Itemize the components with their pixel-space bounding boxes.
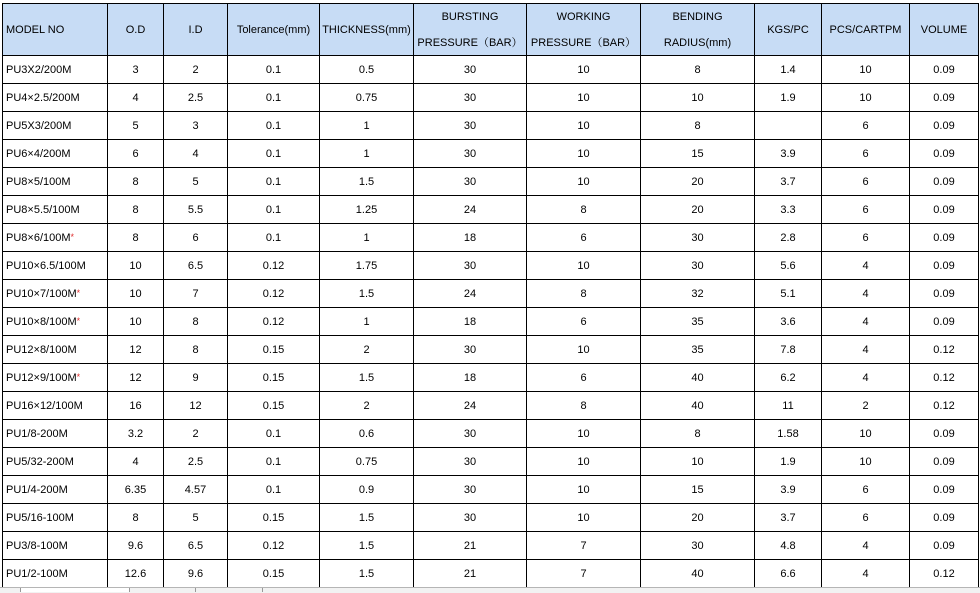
header-volume[interactable]: VOLUME (910, 4, 979, 56)
cell-bending-radius[interactable]: 15 (641, 140, 755, 168)
cell-working-pressure[interactable]: 10 (527, 252, 641, 280)
cell-volume[interactable]: 0.12 (910, 392, 979, 420)
cell-pcs-cartpm[interactable]: 4 (822, 560, 910, 588)
header-od[interactable]: O.D (108, 4, 164, 56)
cell-bursting-pressure[interactable]: 24 (414, 280, 527, 308)
cell-id[interactable]: 5 (164, 504, 228, 532)
cell-bending-radius[interactable]: 20 (641, 504, 755, 532)
cell-kgs-pc[interactable]: 6.6 (755, 560, 822, 588)
cell-id[interactable]: 2.5 (164, 84, 228, 112)
cell-model-no[interactable]: PU12×8/100M (3, 336, 108, 364)
cell-pcs-cartpm[interactable]: 6 (822, 504, 910, 532)
cell-id[interactable]: 5 (164, 168, 228, 196)
cell-volume[interactable]: 0.09 (910, 196, 979, 224)
cell-kgs-pc[interactable]: 3.3 (755, 196, 822, 224)
table-row (3, 196, 979, 224)
cell-thickness[interactable]: 1.25 (320, 196, 414, 224)
cell-bursting-pressure[interactable]: 30 (414, 448, 527, 476)
header-thickness[interactable]: THICKNESS(mm) (320, 4, 414, 56)
red-asterisk-mark: * (76, 371, 81, 382)
cell-volume[interactable]: 0.09 (910, 252, 979, 280)
cell-id[interactable]: 8 (164, 308, 228, 336)
cell-bursting-pressure[interactable]: 30 (414, 168, 527, 196)
cell-thickness[interactable]: 1 (320, 308, 414, 336)
cell-pcs-cartpm[interactable]: 4 (822, 280, 910, 308)
table-row (3, 448, 979, 476)
cell-pcs-cartpm[interactable]: 4 (822, 308, 910, 336)
cell-model-no[interactable]: PU3X2/200M (3, 56, 108, 84)
cell-working-pressure[interactable]: 7 (527, 560, 641, 588)
cell-model-no[interactable]: PU5/32-200M (3, 448, 108, 476)
cell-model-no[interactable]: PU6×4/200M (3, 140, 108, 168)
cell-bursting-pressure[interactable]: 30 (414, 476, 527, 504)
header-bending-radius[interactable]: BENDING RADIUS(mm) (641, 4, 755, 56)
table-row (3, 56, 979, 84)
cell-bending-radius[interactable]: 8 (641, 112, 755, 140)
cell-bending-radius[interactable]: 32 (641, 280, 755, 308)
cell-working-pressure[interactable]: 10 (527, 448, 641, 476)
sheet-tab[interactable] (130, 588, 196, 592)
cell-tolerance[interactable]: 0.1 (228, 224, 320, 252)
cell-bending-radius[interactable]: 30 (641, 532, 755, 560)
cell-kgs-pc[interactable]: 2.8 (755, 224, 822, 252)
cell-volume[interactable]: 0.09 (910, 112, 979, 140)
cell-thickness[interactable]: 0.75 (320, 448, 414, 476)
cell-od[interactable]: 12.6 (108, 560, 164, 588)
cell-bursting-pressure[interactable]: 30 (414, 112, 527, 140)
cell-kgs-pc[interactable]: 1.9 (755, 448, 822, 476)
cell-pcs-cartpm[interactable]: 4 (822, 252, 910, 280)
cell-model-no[interactable]: PU1/4-200M (3, 476, 108, 504)
cell-tolerance[interactable]: 0.15 (228, 364, 320, 392)
table-row (3, 476, 979, 504)
cell-thickness[interactable]: 1 (320, 112, 414, 140)
cell-od[interactable]: 8 (108, 196, 164, 224)
cell-working-pressure[interactable]: 10 (527, 56, 641, 84)
cell-thickness[interactable]: 1.75 (320, 252, 414, 280)
sheet-tab-strip (0, 587, 980, 593)
cell-od[interactable]: 4 (108, 84, 164, 112)
cell-tolerance[interactable]: 0.15 (228, 560, 320, 588)
cell-model-no[interactable]: PU8×5/100M (3, 168, 108, 196)
cell-od[interactable]: 8 (108, 168, 164, 196)
cell-volume[interactable]: 0.09 (910, 308, 979, 336)
cell-volume[interactable]: 0.09 (910, 476, 979, 504)
cell-bending-radius[interactable]: 35 (641, 308, 755, 336)
cell-thickness[interactable]: 0.6 (320, 420, 414, 448)
cell-kgs-pc[interactable]: 1.4 (755, 56, 822, 84)
cell-volume[interactable]: 0.09 (910, 168, 979, 196)
cell-pcs-cartpm[interactable]: 10 (822, 56, 910, 84)
table-row (3, 336, 979, 364)
cell-thickness[interactable]: 2 (320, 336, 414, 364)
cell-thickness[interactable]: 2 (320, 392, 414, 420)
cell-tolerance[interactable]: 0.15 (228, 336, 320, 364)
table-row (3, 168, 979, 196)
cell-id[interactable]: 5.5 (164, 196, 228, 224)
cell-od[interactable]: 12 (108, 364, 164, 392)
cell-kgs-pc[interactable]: 4.8 (755, 532, 822, 560)
cell-id[interactable]: 6.5 (164, 532, 228, 560)
cell-model-no[interactable]: PU5/16-100M (3, 504, 108, 532)
cell-id[interactable]: 7 (164, 280, 228, 308)
cell-bending-radius[interactable]: 40 (641, 364, 755, 392)
table-row (3, 308, 979, 336)
cell-model-no[interactable]: PU1/2-100M (3, 560, 108, 588)
cell-bursting-pressure[interactable]: 24 (414, 196, 527, 224)
cell-od[interactable]: 16 (108, 392, 164, 420)
cell-bursting-pressure[interactable]: 30 (414, 84, 527, 112)
cell-working-pressure[interactable]: 8 (527, 392, 641, 420)
cell-bending-radius[interactable]: 10 (641, 84, 755, 112)
header-row (3, 4, 979, 56)
cell-pcs-cartpm[interactable]: 6 (822, 224, 910, 252)
cell-bursting-pressure[interactable]: 18 (414, 308, 527, 336)
cell-thickness[interactable]: 1.5 (320, 560, 414, 588)
cell-kgs-pc[interactable]: 11 (755, 392, 822, 420)
cell-model-no[interactable]: PU8×5.5/100M (3, 196, 108, 224)
cell-pcs-cartpm[interactable]: 6 (822, 140, 910, 168)
cell-id[interactable]: 6.5 (164, 252, 228, 280)
table-row (3, 280, 979, 308)
spec-table (2, 3, 979, 588)
header-working-pressure[interactable]: WORKING PRESSURE（BAR） (527, 4, 641, 56)
cell-model-no[interactable]: PU5X3/200M (3, 112, 108, 140)
cell-tolerance[interactable]: 0.15 (228, 392, 320, 420)
cell-pcs-cartpm[interactable]: 2 (822, 392, 910, 420)
cell-working-pressure[interactable]: 6 (527, 364, 641, 392)
red-asterisk-mark: * (70, 231, 75, 242)
red-asterisk-mark: * (76, 315, 81, 326)
cell-pcs-cartpm[interactable]: 6 (822, 112, 910, 140)
cell-tolerance[interactable]: 0.12 (228, 308, 320, 336)
cell-bending-radius[interactable]: 40 (641, 392, 755, 420)
cell-kgs-pc[interactable] (755, 112, 822, 140)
cell-bending-radius[interactable]: 8 (641, 420, 755, 448)
cell-volume[interactable]: 0.09 (910, 448, 979, 476)
cell-kgs-pc[interactable]: 7.8 (755, 336, 822, 364)
cell-id[interactable]: 8 (164, 336, 228, 364)
cell-id[interactable]: 12 (164, 392, 228, 420)
cell-bursting-pressure[interactable]: 18 (414, 364, 527, 392)
cell-kgs-pc[interactable]: 3.9 (755, 140, 822, 168)
cell-thickness[interactable]: 0.5 (320, 56, 414, 84)
cell-tolerance[interactable]: 0.1 (228, 448, 320, 476)
cell-volume[interactable]: 0.09 (910, 504, 979, 532)
cell-bursting-pressure[interactable]: 30 (414, 56, 527, 84)
table-row (3, 560, 979, 588)
sheet-tab[interactable] (197, 588, 263, 592)
cell-model-no[interactable]: PU10×7/100M* (3, 280, 108, 308)
cell-bursting-pressure[interactable]: 30 (414, 252, 527, 280)
cell-id[interactable]: 4 (164, 140, 228, 168)
cell-tolerance[interactable]: 0.12 (228, 532, 320, 560)
sheet-tab[interactable] (20, 588, 130, 592)
cell-volume[interactable]: 0.09 (910, 280, 979, 308)
cell-model-no[interactable]: PU4×2.5/200M (3, 84, 108, 112)
cell-model-no[interactable]: PU1/8-200M (3, 420, 108, 448)
cell-id[interactable]: 2.5 (164, 448, 228, 476)
cell-volume[interactable]: 0.09 (910, 84, 979, 112)
header-bursting-pressure[interactable]: BURSTING PRESSURE（BAR） (414, 4, 527, 56)
cell-working-pressure[interactable]: 8 (527, 196, 641, 224)
cell-working-pressure[interactable]: 10 (527, 420, 641, 448)
table-row (3, 140, 979, 168)
cell-id[interactable]: 3 (164, 112, 228, 140)
cell-kgs-pc[interactable]: 3.7 (755, 168, 822, 196)
cell-bursting-pressure[interactable]: 30 (414, 504, 527, 532)
cell-thickness[interactable]: 1.5 (320, 168, 414, 196)
cell-volume[interactable]: 0.09 (910, 140, 979, 168)
cell-model-no[interactable]: PU3/8-100M (3, 532, 108, 560)
cell-model-no[interactable]: PU10×8/100M* (3, 308, 108, 336)
cell-thickness[interactable]: 1 (320, 224, 414, 252)
cell-model-no[interactable]: PU10×6.5/100M (3, 252, 108, 280)
cell-volume[interactable]: 0.09 (910, 224, 979, 252)
cell-tolerance[interactable]: 0.1 (228, 168, 320, 196)
table-row (3, 532, 979, 560)
cell-tolerance[interactable]: 0.15 (228, 504, 320, 532)
cell-od[interactable]: 6.35 (108, 476, 164, 504)
table-row (3, 364, 979, 392)
cell-bursting-pressure[interactable]: 21 (414, 532, 527, 560)
cell-id[interactable]: 6 (164, 224, 228, 252)
cell-volume[interactable]: 0.12 (910, 336, 979, 364)
cell-bending-radius[interactable]: 8 (641, 56, 755, 84)
cell-kgs-pc[interactable]: 6.2 (755, 364, 822, 392)
cell-volume[interactable]: 0.12 (910, 364, 979, 392)
cell-od[interactable]: 10 (108, 280, 164, 308)
cell-thickness[interactable]: 1.5 (320, 280, 414, 308)
cell-thickness[interactable]: 0.75 (320, 84, 414, 112)
cell-bending-radius[interactable]: 40 (641, 560, 755, 588)
cell-tolerance[interactable]: 0.12 (228, 252, 320, 280)
cell-working-pressure[interactable]: 8 (527, 280, 641, 308)
cell-working-pressure[interactable]: 10 (527, 112, 641, 140)
cell-pcs-cartpm[interactable]: 4 (822, 364, 910, 392)
cell-working-pressure[interactable]: 10 (527, 504, 641, 532)
table-row (3, 252, 979, 280)
cell-od[interactable]: 8 (108, 224, 164, 252)
cell-pcs-cartpm[interactable]: 10 (822, 84, 910, 112)
cell-working-pressure[interactable]: 10 (527, 168, 641, 196)
cell-bursting-pressure[interactable]: 21 (414, 560, 527, 588)
cell-volume[interactable]: 0.09 (910, 56, 979, 84)
cell-bursting-pressure[interactable]: 24 (414, 392, 527, 420)
cell-kgs-pc[interactable]: 3.9 (755, 476, 822, 504)
header-pcs-cartpm[interactable]: PCS/CARTPM (822, 4, 910, 56)
cell-tolerance[interactable]: 0.1 (228, 420, 320, 448)
cell-working-pressure[interactable]: 6 (527, 224, 641, 252)
cell-bursting-pressure[interactable]: 30 (414, 140, 527, 168)
cell-pcs-cartpm[interactable]: 4 (822, 336, 910, 364)
cell-tolerance[interactable]: 0.12 (228, 280, 320, 308)
cell-model-no[interactable]: PU12×9/100M* (3, 364, 108, 392)
cell-kgs-pc[interactable]: 3.6 (755, 308, 822, 336)
cell-volume[interactable]: 0.12 (910, 560, 979, 588)
cell-kgs-pc[interactable]: 1.9 (755, 84, 822, 112)
cell-bending-radius[interactable]: 20 (641, 196, 755, 224)
cell-od[interactable]: 6 (108, 140, 164, 168)
cell-pcs-cartpm[interactable]: 4 (822, 532, 910, 560)
cell-bending-radius[interactable]: 30 (641, 252, 755, 280)
cell-working-pressure[interactable]: 6 (527, 308, 641, 336)
cell-working-pressure[interactable]: 7 (527, 532, 641, 560)
cell-id[interactable]: 9 (164, 364, 228, 392)
cell-od[interactable]: 3.2 (108, 420, 164, 448)
table-row (3, 504, 979, 532)
cell-tolerance[interactable]: 0.1 (228, 196, 320, 224)
cell-model-no[interactable]: PU16×12/100M (3, 392, 108, 420)
header-model-no[interactable]: MODEL NO (3, 4, 108, 56)
table-row (3, 112, 979, 140)
cell-bending-radius[interactable]: 10 (641, 448, 755, 476)
cell-working-pressure[interactable]: 10 (527, 140, 641, 168)
header-kgs-pc[interactable]: KGS/PC (755, 4, 822, 56)
cell-id[interactable]: 4.57 (164, 476, 228, 504)
cell-od[interactable]: 12 (108, 336, 164, 364)
cell-tolerance[interactable]: 0.1 (228, 56, 320, 84)
cell-od[interactable]: 10 (108, 252, 164, 280)
cell-tolerance[interactable]: 0.1 (228, 84, 320, 112)
cell-pcs-cartpm[interactable]: 6 (822, 168, 910, 196)
cell-bending-radius[interactable]: 35 (641, 336, 755, 364)
cell-bending-radius[interactable]: 20 (641, 168, 755, 196)
cell-thickness[interactable]: 1 (320, 140, 414, 168)
cell-bending-radius[interactable]: 30 (641, 224, 755, 252)
cell-tolerance[interactable]: 0.1 (228, 476, 320, 504)
header-id[interactable]: I.D (164, 4, 228, 56)
table-row (3, 420, 979, 448)
cell-thickness[interactable]: 0.9 (320, 476, 414, 504)
cell-bending-radius[interactable]: 15 (641, 476, 755, 504)
cell-id[interactable]: 2 (164, 420, 228, 448)
cell-od[interactable]: 4 (108, 448, 164, 476)
cell-od[interactable]: 9.6 (108, 532, 164, 560)
cell-kgs-pc[interactable]: 5.1 (755, 280, 822, 308)
cell-working-pressure[interactable]: 10 (527, 476, 641, 504)
cell-working-pressure[interactable]: 10 (527, 84, 641, 112)
cell-thickness[interactable]: 1.5 (320, 504, 414, 532)
cell-thickness[interactable]: 1.5 (320, 532, 414, 560)
cell-od[interactable]: 10 (108, 308, 164, 336)
cell-kgs-pc[interactable]: 5.6 (755, 252, 822, 280)
cell-volume[interactable]: 0.09 (910, 420, 979, 448)
red-asterisk-mark: * (76, 287, 81, 298)
cell-working-pressure[interactable]: 10 (527, 336, 641, 364)
cell-kgs-pc[interactable]: 3.7 (755, 504, 822, 532)
table-row (3, 392, 979, 420)
cell-bursting-pressure[interactable]: 18 (414, 224, 527, 252)
cell-od[interactable]: 8 (108, 504, 164, 532)
cell-volume[interactable]: 0.09 (910, 532, 979, 560)
header-tolerance[interactable]: Tolerance(mm) (228, 4, 320, 56)
cell-od[interactable]: 3 (108, 56, 164, 84)
table-row (3, 224, 979, 252)
cell-thickness[interactable]: 1.5 (320, 364, 414, 392)
cell-tolerance[interactable]: 0.1 (228, 112, 320, 140)
cell-id[interactable]: 2 (164, 56, 228, 84)
cell-pcs-cartpm[interactable]: 10 (822, 420, 910, 448)
cell-model-no[interactable]: PU8×6/100M* (3, 224, 108, 252)
table-row (3, 84, 979, 112)
cell-tolerance[interactable]: 0.1 (228, 140, 320, 168)
cell-bursting-pressure[interactable]: 30 (414, 336, 527, 364)
cell-pcs-cartpm[interactable]: 6 (822, 196, 910, 224)
cell-bursting-pressure[interactable]: 30 (414, 420, 527, 448)
cell-kgs-pc[interactable]: 1.58 (755, 420, 822, 448)
cell-id[interactable]: 9.6 (164, 560, 228, 588)
cell-pcs-cartpm[interactable]: 10 (822, 448, 910, 476)
cell-od[interactable]: 5 (108, 112, 164, 140)
cell-pcs-cartpm[interactable]: 6 (822, 476, 910, 504)
